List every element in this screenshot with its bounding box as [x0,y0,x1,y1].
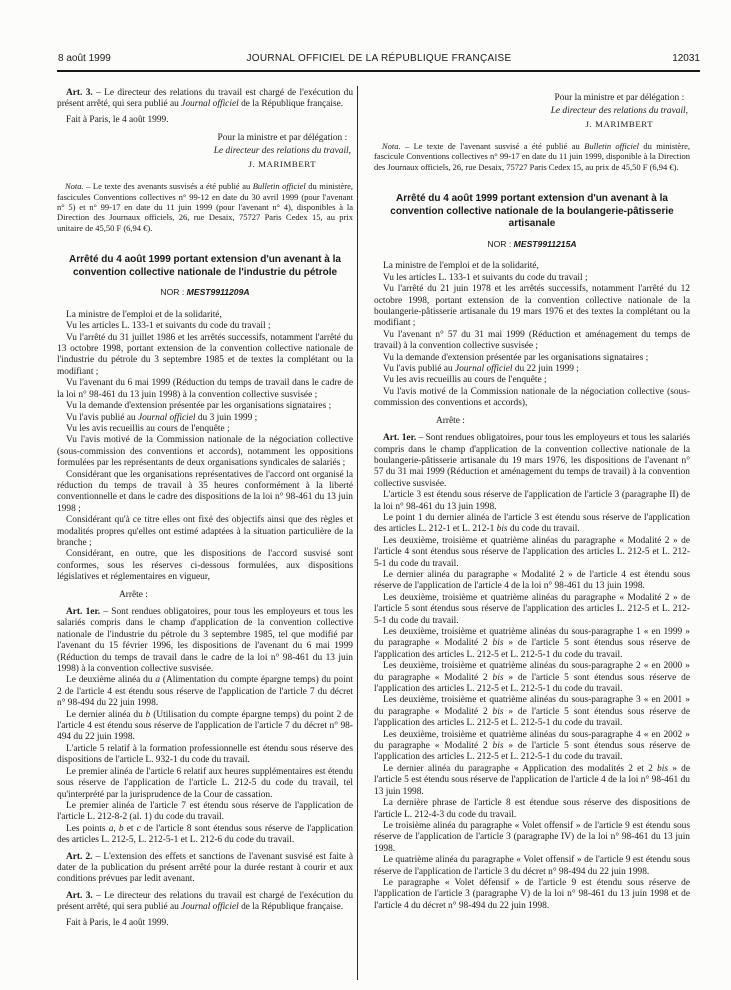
right-column [374,88,690,912]
paragraph: Vu les articles L. 133-1 et suivants du code du travail ; [66,321,271,332]
page-number: 12031 [672,53,700,64]
paragraph: Art. 2. – L'extension des effets et sanctions de l'avenant susvisé est faite à dater de la publication du présent arrêté pour la durée restant à courir et aux conditions prévues par ledit avenant. [57,851,353,885]
paragraph: Vu la demande d'extension présentée par les organisations signataires ; [383,352,649,363]
signature-line: Le directeur des relations du travail, [550,106,688,116]
paragraph: Vu l'avis motivé de la Commission nationale de la négociation collective (sous-commission des conventions et accords), [374,386,690,409]
paragraph: Le troisième alinéa du paragraphe « Volet offensif » de l'article 9 est étendu sous réserve de l'application de l'article 3 (paragraphe IV) de la loi n° 98-461 du 13 juin 1998. [374,820,690,854]
paragraph: Vu l'avis motivé de la Commission nationale de la négociation collective (sous-commission des conventions et accords), notamment les oppositions formulées par les représentants de deux organisations syndicales de salariés ; [57,435,353,469]
paragraph: Vu l'arrêté du 21 juin 1978 et les arrêtés successifs, notamment l'arrêté du 12 octobre 1998, portant extension de la convention collective nationale de la boulangerie-pâtisserie artisanale du 19 mars 1976 et des textes la complétant ou la modifiant ; [374,284,690,329]
column-divider [357,86,358,980]
paragraph: Art. 1er. – Sont rendues obligatoires, pour tous les employeurs et tous les salariés compris dans le champ d'application de la convention collective nationale de la boulangerie-pâtisserie artisanale du 19 mars 1976, les dispositions de l'avenant n° 57 du 31 mai 1999 (Réduction et aménagement du temps de travail) à la convention collective susvisée. [374,433,691,489]
issue-date: 8 août 1999 [58,53,111,64]
signature-line: Le directeur des relations du travail, [213,146,351,157]
paragraph: Art. 3. – Le directeur des relations du travail est chargé de l'exécution du présent arrêté, qui sera publié au Journal officiel de la République française. [57,88,354,110]
date-line: Fait à Paris, le 4 août 1999. [66,114,169,125]
paragraph: Les points a, b et c de l'article 8 sont étendus sous réserve de l'application des articles L. 212-5, L. 212-5-1 et L. 212-6 du code du travail. [57,823,353,846]
paragraph: Les deuxième, troisième et quatrième alinéas du sous-paragraphe 2 « en 2000 » du paragraphe « Modalité 2 bis » de l'article 5 sont étendus sous réserve de l'application des articles L. 212-5 et L. 212-5-1 du code du travail. [374,661,690,695]
journal-title: JOURNAL OFFICIEL DE LA RÉPUBLIQUE FRANÇAISE [246,53,512,64]
paragraph: Vu l'avis publié au Journal officiel du 22 juin 1999 ; [383,364,579,375]
paragraph: La dernière phrase de l'article 8 est étendue sous réserve des dispositions de l'article L. 212-4-3 du code du travail. [374,798,690,820]
paragraph: Vu l'avenant du 6 mai 1999 (Réduction du temps de travail dans le cadre de la loi n° 98-461 du 13 juin 1998) à la convention collective susvisée ; [57,378,353,400]
paragraph: L'article 3 est étendu sous réserve de l'application de l'article 3 (paragraphe II) de la loi n° 98-461 du 13 juin 1998. [374,490,690,512]
paragraph: Le dernier alinéa du paragraphe « Modalité 2 » de l'article 4 est étendu sous réserve de l'application de l'article 4 de la loi n° 98-461 du 13 juin 1998. [374,569,690,592]
paragraph: Le deuxième alinéa du a (Alimentation du compte épargne temps) du point 2 de l'article 4 est étendu sous réserve de l'application de l'article 7 du décret n° 98-494 du 22 juin 1998. [57,675,353,709]
paragraph: Le point 1 du dernier alinéa de l'article 3 est étendu sous réserve de l'application des articles L. 212-1 et L. 212-1 bis du code du travail. [374,512,690,535]
paragraph: Le dernier alinéa du paragraphe « Application des modalités 2 et 2 bis » de l'article 5 est étendu sous réserve de l'application de l'article 4 de la loi n° 98-461 du 13 juin 1998. [374,763,690,797]
paragraph: Considérant qu'à ce titre elles ont fixé des objectifs ainsi que des règles et modalités propres qu'elles ont estimé adaptées à la situation particulière de la branche ; [57,515,353,548]
paragraph: Le premier alinéa de l'article 6 relatif aux heures supplémentaires est étendu sous réserve de l'application de l'article L. 212-5 du code du travail, tel qu'interprété par la jurisprudence de la Cour de cassation. [57,766,353,800]
paragraph: Les deuxième, troisième et quatrième alinéas du sous-paragraphe 1 « en 1999 » du paragraphe « Modalité 2 bis » de l'article 5 sont étendus sous réserve de l'application des articles L. 212-5 et L. 212-5-1 du code du travail. [374,627,690,660]
paragraph: Vu l'arrêté du 31 juillet 1986 et les arrêtés successifs, notamment l'arrêté du 13 octobre 1998, portant extension de la convention collective nationale de l'industrie du pétrole du 3 septembre 1985 et de textes la complétant ou la modifiant ; [57,332,353,377]
paragraph: Vu les avis recueillis au cours de l'enquête ; [66,423,230,434]
signature-line: Pour la ministre et par délégation : [554,93,685,103]
paragraph: Art. 1er. – Sont rendues obligatoires, pour tous les employeurs et tous les salariés compris dans le champ d'application de la convention collective nationale de l'industrie du pétrole du 3 septembre 1985, tel que modifié par l'avenant du 15 février 1996, les dispositions de l'avenant du 6 mai 1999 (Réduction du temps de travail dans le cadre de la loi n° 98-461 du 13 juin 1998) à la convention collective susvisée. [57,607,354,675]
left-column [57,88,353,935]
paragraph: Les deuxième, troisième et quatrième alinéas du paragraphe « Modalité 2 » de l'article 4 sont étendus sous réserve de l'application des articles L. 212-5 et L. 212-5-1 du code du travail. [374,535,690,569]
nota-paragraph: Nota. – Le texte de l'avenant susvisé a été publié au Bulletin officiel du ministère, fascicule Conventions collectives n° 99-17 en date du 11 juin 1999, disponible à la Direction des Journaux officiels, 26, rue Desaix, 75727 Paris Cedex 15, au prix de 45,50 F (6,94 €). [374,141,690,172]
paragraph: Les deuxième, troisième et quatrième alinéas du sous-paragraphe 3 « en 2001 » du paragraphe « Modalité 2 bis » de l'article 5 sont étendus sous réserve de l'application des articles L. 212-5 et L. 212-5-1 du code du travail. [374,695,690,729]
paragraph: Vu les avis recueillis au cours de l'enquête ; [383,375,547,386]
paragraph: Les deuxième, troisième et quatrième alinéas du paragraphe « Modalité 2 » de l'article 5 sont étendus sous réserve de l'application des articles L. 212-5 et L. 212-5-1 du code du travail. [374,592,690,626]
arrete-line: Arrête : [436,415,465,426]
paragraph: Le paragraphe « Volet défensif » de l'article 9 est étendu sous réserve de l'application de l'article 3 (paragraphe V) de la loi n° 98-461 du 13 juin 1998 et de l'article 4 du décret n° 98-494 du 22 juin 1998. [374,877,690,911]
nota-paragraph: Nota. – Le texte des avenants susvisés a été publié au Bulletin officiel du ministère, fascicules Conventions collectives n° 99-12 en date du 30 avril 1999 (pour l'avenant n° 5) et n° 99-17 en date du 11 juin 1999 (pour l'avenant n° 4), disponibles à la Direction des Journaux officiels, 26, rue Desaix, 75727 Paris Cedex 15, au prix unitaire de 45,50 F (6,94 €). [57,181,353,233]
signature-line: J. MARIMBERT [585,119,654,129]
paragraph: La ministre de l'emploi et de la solidarité, [66,309,222,320]
signature-block [214,132,351,171]
nor-line: NOR : MEST9911209A [160,287,250,298]
signature-line: Pour la ministre et par délégation : [217,133,348,144]
header-rule [57,70,700,72]
arrete-line: Arrête : [119,589,148,600]
paragraph: L'article 5 relatif à la formation professionnelle est étendu sous réserve des dispositions de l'article L. 932-1 du code du travail. [57,743,353,766]
paragraph: Art. 3. – Le directeur des relations du travail est chargé de l'exécution du présent arrêté, qui sera publié au Journal officiel de la République française. [57,890,354,913]
paragraph: Vu l'avis publié au Journal officiel du 3 juin 1999 ; [66,412,258,423]
signature-line: J. MARIMBERT [248,159,317,170]
paragraph: Les deuxième, troisième et quatrième alinéas du sous-paragraphe 4 « en 2002 » du paragraphe « Modalité 2 bis » de l'article 5 sont étendus sous réserve de l'application des articles L. 212-5 et L. 212-5-1 du code du travail. [374,729,690,763]
paragraph: Le dernier alinéa du b (Utilisation du compte épargne temps) du point 2 de l'article 4 est étendu sous réserve de l'application de l'article 7 du décret n° 98-494 du 22 juin 1998. [57,709,353,743]
page-header [58,53,700,64]
paragraph: Vu la demande d'extension présentée par les organisations signataires ; [66,401,332,412]
paragraph: La ministre de l'emploi et de la solidarité, [383,261,539,272]
paragraph: Considérant, en outre, que les dispositions de l'accord susvisé sont conformes, sous les réserves ci-dessous formulées, aux dispositions législatives et réglementaires en vigueur, [57,549,353,583]
paragraph: Vu les articles L. 133-1 et suivants du code du travail ; [383,272,588,283]
decree-title: Arrêté du 4 août 1999 portant extension d'un avenant à la convention collective nationale de la boulangerie-pâtisserie artisanale [390,193,674,230]
decree-title: Arrêté du 4 août 1999 portant extension d'un avenant à la convention collective nationale de l'industrie du pétrole [69,254,341,278]
paragraph: Le premier alinéa de l'article 7 est étendu sous réserve de l'application de l'article L. 212-8-2 (al. 1) du code du travail. [57,800,353,823]
nor-line: NOR : MEST9911215A [487,239,577,249]
signature-block [551,92,688,131]
paragraph: Considérant que les organisations représentatives de l'accord ont organisé la réduction du temps de travail à 35 heures conformément à la liberté conventionnelle et dans le cadre des dispositions de la loi n° 98-461 du 13 juin 1998 ; [57,469,353,514]
paragraph: Le quatrième alinéa du paragraphe « Volet offensif » de l'article 9 est étendu sous réserve de l'application de l'article 3 du décret n° 98-494 du 22 juin 1998. [374,855,690,877]
paragraph: Vu l'avenant n° 57 du 31 mai 1999 (Réduction et aménagement du temps de travail) à la convention collective susvisée ; [374,329,690,352]
date-line: Fait à Paris, le 4 août 1999. [66,917,169,928]
